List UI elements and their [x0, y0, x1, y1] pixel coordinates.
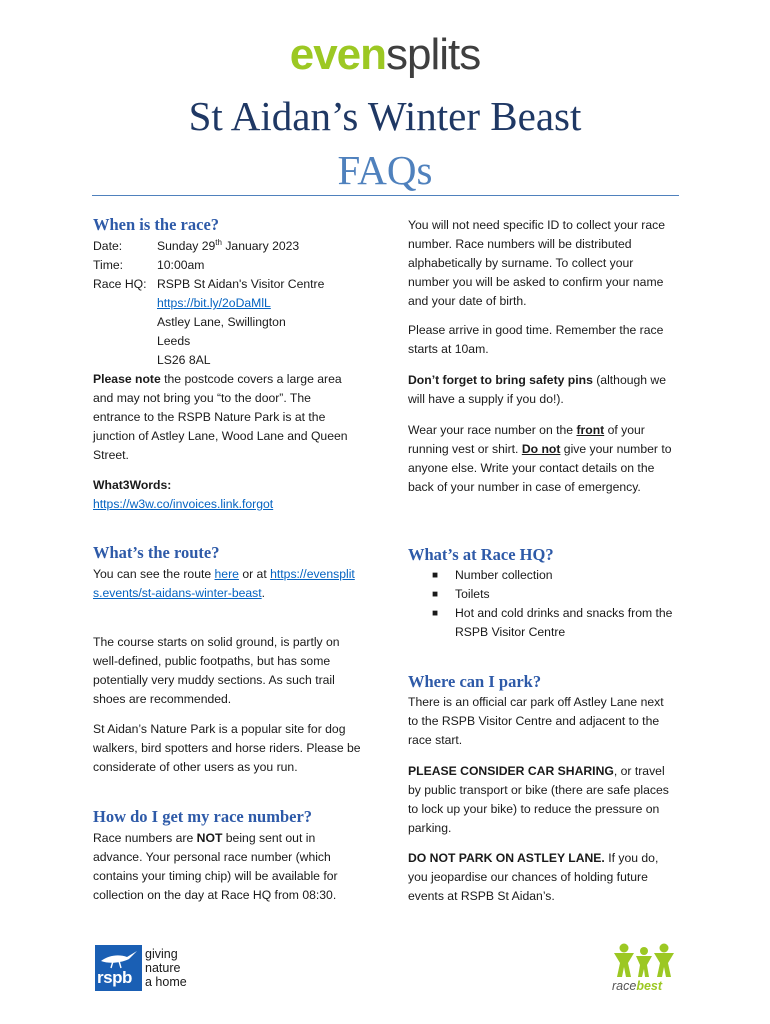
park-para-1: There is an official car park off Astley Lane next to the RSPB Visitor Centre and adjacent to the race start. — [408, 695, 664, 747]
rspb-logo — [95, 945, 195, 991]
logo-even: even — [289, 30, 387, 79]
number-para: Race numbers are NOT being sent out in advance. Your personal race number (which contains your timing chip) will be available for collection on the day at Race HQ from 08:30. — [93, 831, 338, 902]
hq-link-row — [157, 294, 271, 313]
hq-map-link[interactable]: https://bit.ly/2oDaMlL — [157, 296, 271, 310]
date-tail: January 2023 — [221, 239, 300, 253]
arrive-para: Please arrive in good time. Remember the race starts at 10am. — [408, 323, 664, 356]
runners-icon — [612, 943, 676, 981]
date-row — [93, 237, 299, 256]
hq-list-item: ■ Number collection — [432, 568, 553, 582]
number-heading: How do I get my race number? — [93, 807, 313, 826]
racebest-logo — [612, 943, 676, 995]
wear-number-para: Wear your race number on the front of your running vest or shirt. Do not give your number to anyone else. Write your contact details on the back of your number in case of emergency. — [408, 423, 672, 494]
rspb-box — [95, 945, 142, 991]
park-para-2: PLEASE CONSIDER CAR SHARING, or travel by public transport or bike (there are safe places to lock up your bike) to reduce the pressure on parking. — [408, 764, 669, 835]
w3w-label: What3Words: — [93, 478, 172, 492]
route-para-1: You can see the route here or at https://evensplits.events/st-aidans-winter-beast. — [93, 567, 355, 600]
number-not: NOT — [196, 831, 223, 845]
racebest-wordmark: racebest — [612, 979, 663, 993]
postcode-note — [93, 370, 359, 465]
when-heading: When is the race? — [93, 215, 220, 234]
hq-list-item: ■ Toilets — [432, 587, 490, 601]
page-subtitle: FAQs — [337, 147, 433, 193]
rspb-wordmark: rspb — [97, 968, 132, 987]
time-label: Time: — [93, 258, 124, 272]
w3w-link[interactable]: https://w3w.co/invoices.link.forgot — [93, 497, 274, 511]
hq-row — [93, 275, 324, 294]
w3w-paragraph — [93, 495, 273, 514]
route-para-3: St Aidan’s Nature Park is a popular site for dog walkers, bird spotters and horse riders. Please be considerate of other users as you run. — [93, 722, 361, 774]
route-para-2: The course starts on solid ground, is partly on well-defined, public footpaths, but has some potentially very muddy sections. As such trail shoes are recommended. — [93, 635, 340, 706]
park-para-3: DO NOT PARK ON ASTLEY LANE. If you do, you jeopardise our chances of holding future events at RSPB St Aidan’s. — [408, 851, 659, 903]
hq-label: Race HQ: — [93, 277, 147, 291]
route-heading: What’s the route? — [93, 543, 220, 562]
page-title: St Aidan’s Winter Beast — [188, 93, 582, 139]
address-line: LS26 8AL — [157, 353, 211, 367]
route-here-link[interactable]: here — [214, 567, 239, 581]
logo-splits: splits — [386, 30, 481, 79]
date-label: Date: — [93, 239, 123, 253]
hq-heading: What’s at Race HQ? — [408, 545, 554, 564]
note-bold: Please note — [93, 372, 161, 386]
park-heading: Where can I park? — [408, 672, 542, 691]
hq-value: RSPB St Aidan's Visitor Centre — [157, 277, 325, 291]
pins-para: Don’t forget to bring safety pins (although we will have a supply if you do!). — [408, 373, 667, 406]
time-value: 10:00am — [157, 258, 205, 272]
hq-list-item: ■ Hot and cold drinks and snacks from the RSPB Visitor Centre — [432, 606, 673, 639]
address-line: Leeds — [157, 334, 191, 348]
evensplits-logo — [0, 30, 770, 80]
id-para: You will not need specific ID to collect your race number. Race numbers will be distributed alphabetically by surname. To collect your number you will be asked to confirm your name and your date of birth. — [408, 218, 665, 308]
address-line: Astley Lane, Swillington — [157, 315, 286, 329]
title-divider — [92, 195, 679, 196]
route-url-link[interactable]: https://evensplits.events/st-aidans-winter-beast — [93, 567, 355, 600]
date-suffix: th — [215, 237, 222, 247]
date-value: Sunday 29 — [157, 239, 216, 253]
time-row — [93, 256, 204, 275]
note-text: the postcode covers a large area and may not bring you “to the door”. The entrance to the RSPB Nature Park is at the junction of Astley Lane, Wood Lane and Queen Street. — [93, 372, 348, 462]
rspb-tagline: giving nature a home — [145, 947, 187, 989]
avocet-bird-icon — [95, 945, 142, 969]
